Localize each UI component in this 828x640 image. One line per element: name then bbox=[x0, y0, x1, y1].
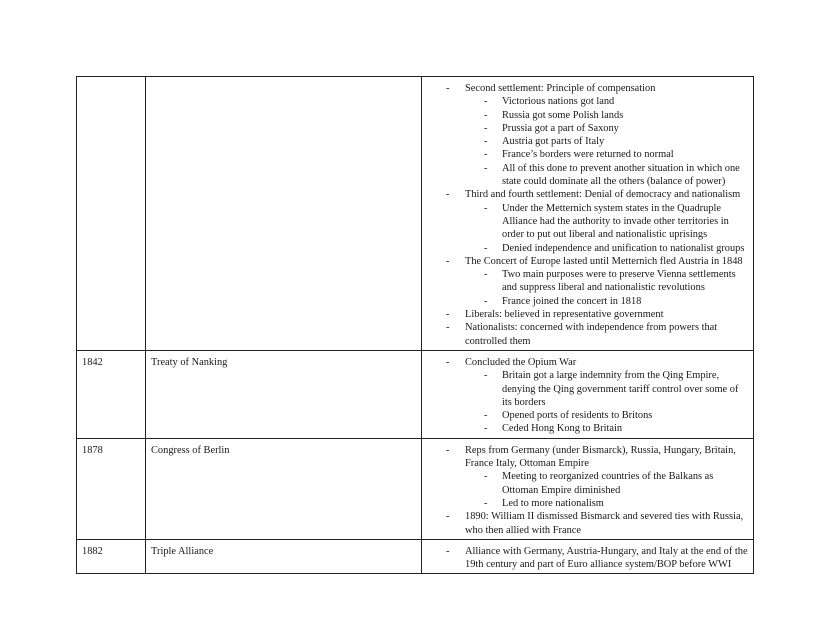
table-row bbox=[77, 539, 754, 574]
sub-note-item bbox=[465, 409, 749, 422]
notes-cell bbox=[422, 539, 754, 574]
note-text: 1890: William II dismissed Bismarck and severed ties with Russia, who then allied with France bbox=[465, 511, 744, 536]
note-text: Alliance with Germany, Austria-Hungary, and Italy at the end of the 19th century and part of Euro alliance system/BOP before WWI bbox=[465, 545, 748, 571]
sub-note-item bbox=[465, 422, 749, 435]
bullet-dash: - bbox=[446, 444, 450, 456]
bullet-dash: - bbox=[484, 370, 488, 382]
bullet-dash: - bbox=[484, 242, 488, 254]
sub-note-item bbox=[465, 162, 749, 189]
sub-note-text: Under the Metternich system states in the Quadruple Alliance had the authority to invade other territories in order to put out liberal and nationalistic uprisings bbox=[502, 202, 729, 241]
sub-note-item bbox=[465, 95, 749, 108]
sub-notes-list bbox=[465, 268, 749, 308]
sub-note-text: Prussia got a part of Saxony bbox=[502, 122, 619, 134]
sub-note-text: Britain got a large indemnity from the Qing Empire, denying the Qing government tariff control over some of its borders bbox=[502, 370, 739, 408]
sub-note-text: Austria got parts of Italy bbox=[502, 136, 605, 148]
bullet-dash: - bbox=[446, 356, 450, 368]
note-text: Concluded the Opium War bbox=[465, 356, 577, 368]
note-item bbox=[422, 356, 749, 436]
notes-cell bbox=[422, 350, 754, 438]
sub-note-item bbox=[465, 148, 749, 161]
sub-note-text: France joined the concert in 1818 bbox=[502, 295, 642, 307]
sub-note-text: Two main purposes were to preserve Vienna settlements and suppress liberal and nationalistic revolutions bbox=[502, 269, 736, 294]
table-row bbox=[77, 77, 754, 351]
notes-cell bbox=[422, 77, 754, 351]
notes-list bbox=[422, 356, 749, 436]
table-row bbox=[77, 350, 754, 438]
sub-note-text: Denied independence and unification to nationalist groups bbox=[502, 242, 745, 254]
event-cell: Congress of Berlin bbox=[146, 438, 422, 539]
note-item bbox=[422, 255, 749, 308]
notes-list bbox=[422, 444, 749, 537]
bullet-dash: - bbox=[446, 189, 450, 201]
bullet-dash: - bbox=[484, 109, 488, 121]
sub-note-item bbox=[465, 242, 749, 255]
sub-notes-list bbox=[465, 95, 749, 188]
bullet-dash: - bbox=[446, 83, 450, 94]
event-cell: Triple Alliance bbox=[146, 539, 422, 574]
note-item bbox=[422, 545, 749, 572]
bullet-dash: - bbox=[484, 122, 488, 134]
sub-note-item bbox=[465, 470, 749, 497]
bullet-dash: - bbox=[446, 545, 450, 557]
sub-note-text: Victorious nations got land bbox=[502, 96, 615, 108]
sub-note-text: Meeting to reorganized countries of the Balkans as Ottoman Empire diminished bbox=[502, 471, 714, 496]
note-item bbox=[422, 444, 749, 510]
bullet-dash: - bbox=[484, 410, 488, 422]
note-text: Reps from Germany (under Bismarck), Russia, Hungary, Britain, France Italy, Ottoman Empire bbox=[465, 444, 736, 470]
bullet-dash: - bbox=[446, 255, 450, 267]
note-item bbox=[422, 82, 749, 188]
note-text: Liberals: believed in representative government bbox=[465, 309, 664, 321]
event-cell: Treaty of Nanking bbox=[146, 350, 422, 438]
table-body bbox=[77, 77, 754, 574]
history-notes-table bbox=[76, 76, 754, 574]
sub-notes-list bbox=[465, 202, 749, 255]
date-cell: 1878 bbox=[77, 438, 146, 539]
sub-note-text: Led to more nationalism bbox=[502, 497, 604, 509]
sub-note-item bbox=[465, 369, 749, 409]
sub-note-item bbox=[465, 202, 749, 242]
notes-cell bbox=[422, 438, 754, 539]
note-item bbox=[422, 510, 749, 537]
bullet-dash: - bbox=[484, 149, 488, 161]
sub-note-text: All of this done to prevent another situation in which one state could dominate all the others (balance of power) bbox=[502, 162, 740, 188]
sub-note-text: Russia got some Polish lands bbox=[502, 109, 624, 121]
sub-note-item bbox=[465, 135, 749, 148]
note-text: Second settlement: Principle of compensation bbox=[465, 83, 656, 94]
bullet-dash: - bbox=[446, 309, 450, 321]
sub-note-text: Opened ports of residents to Britons bbox=[502, 410, 653, 422]
sub-note-item bbox=[465, 122, 749, 135]
bullet-dash: - bbox=[484, 295, 488, 307]
notes-list bbox=[422, 545, 749, 572]
note-text: Third and fourth settlement: Denial of democracy and nationalism bbox=[465, 189, 741, 201]
note-item bbox=[422, 321, 749, 348]
bullet-dash: - bbox=[446, 322, 450, 334]
bullet-dash: - bbox=[484, 471, 488, 483]
bullet-dash: - bbox=[484, 423, 488, 435]
sub-note-item bbox=[465, 109, 749, 122]
bullet-dash: - bbox=[484, 497, 488, 509]
bullet-dash: - bbox=[484, 202, 488, 214]
sub-note-text: France’s borders were returned to normal bbox=[502, 149, 674, 161]
sub-note-item bbox=[465, 295, 749, 308]
note-text: The Concert of Europe lasted until Metternich fled Austria in 1848 bbox=[465, 255, 743, 267]
sub-note-text: Ceded Hong Kong to Britain bbox=[502, 423, 623, 435]
note-item bbox=[422, 308, 749, 321]
sub-note-item bbox=[465, 497, 749, 510]
bullet-dash: - bbox=[484, 136, 488, 148]
event-cell bbox=[146, 77, 422, 351]
bullet-dash: - bbox=[484, 162, 488, 174]
notes-list bbox=[422, 82, 749, 348]
bullet-dash: - bbox=[446, 511, 450, 523]
note-text: Nationalists: concerned with independence from powers that controlled them bbox=[465, 322, 718, 347]
bullet-dash: - bbox=[484, 96, 488, 108]
sub-notes-list bbox=[465, 369, 749, 435]
date-cell: 1882 bbox=[77, 539, 146, 574]
bullet-dash: - bbox=[484, 269, 488, 281]
note-item bbox=[422, 188, 749, 254]
table-row bbox=[77, 438, 754, 539]
date-cell: 1842 bbox=[77, 350, 146, 438]
sub-note-item bbox=[465, 268, 749, 295]
date-cell bbox=[77, 77, 146, 351]
sub-notes-list bbox=[465, 470, 749, 510]
